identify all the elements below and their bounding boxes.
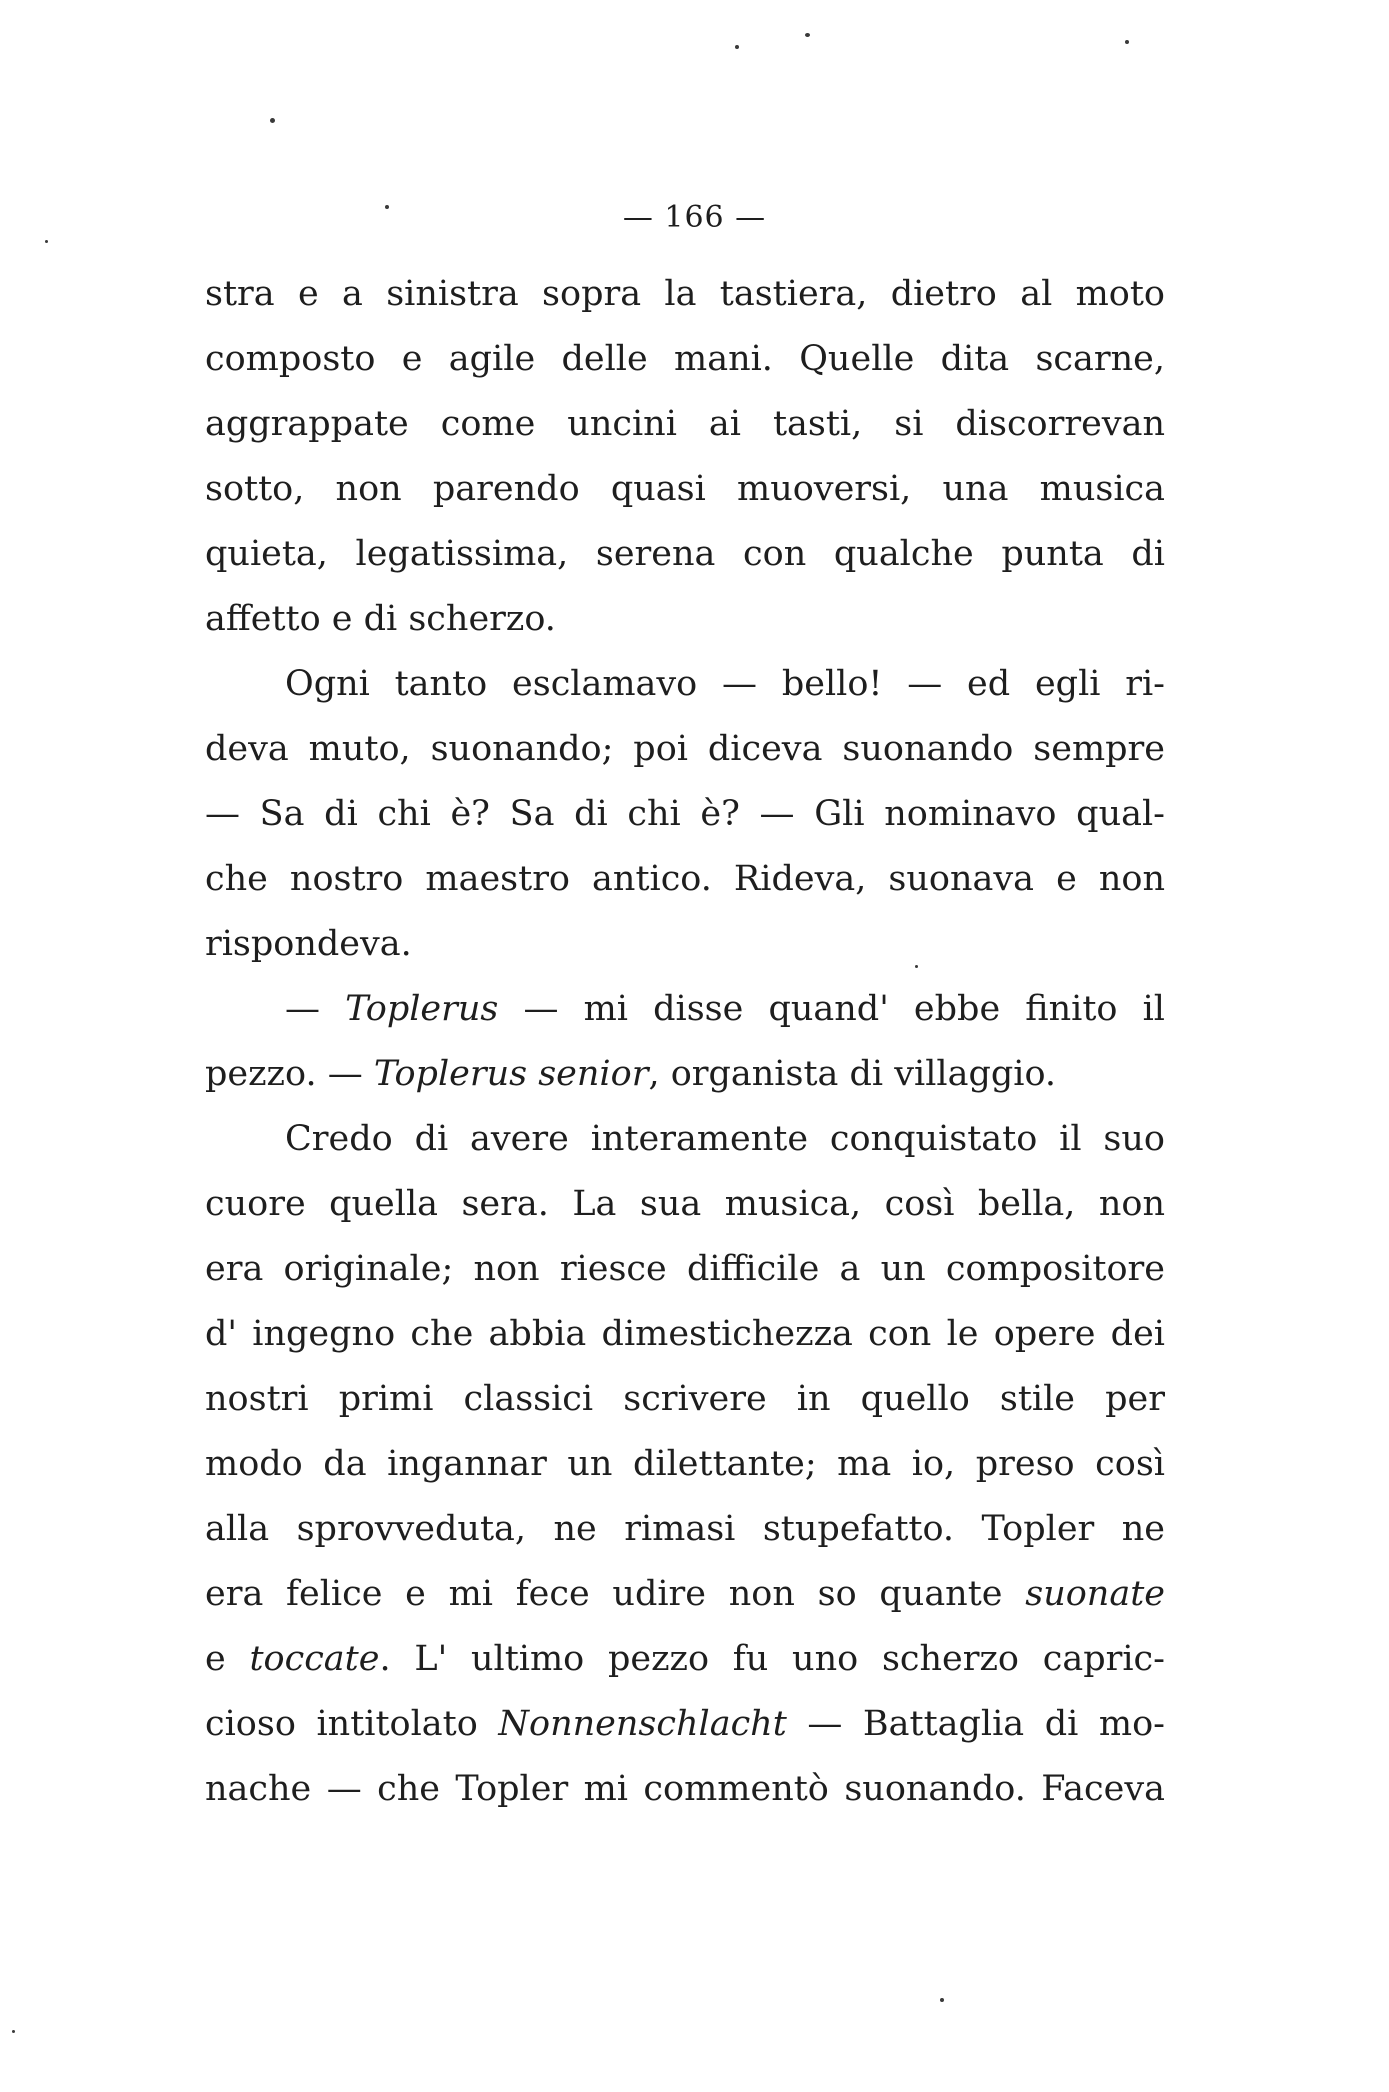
paragraph-4	[205, 1107, 1165, 1822]
scan-speck	[940, 1998, 944, 2002]
scan-speck	[915, 965, 918, 968]
text-line: composto e agile delle mani. Quelle dita scarne,	[205, 339, 1165, 379]
body-text	[205, 262, 1165, 1822]
text-line: cuore quella sera. La sua musica, così bella, non	[205, 1184, 1165, 1224]
scan-speck	[735, 45, 739, 49]
italic-phrase: toccate	[249, 1639, 380, 1679]
scan-speck	[12, 2030, 15, 2033]
text-line: sotto, non parendo quasi muoversi, una musica	[205, 469, 1165, 509]
text-line: pezzo. — Toplerus senior, organista di villaggio.	[205, 1054, 1057, 1094]
text-line: — Sa di chi è? Sa di chi è? — Gli nominavo qual-	[205, 794, 1165, 834]
scan-speck	[1125, 40, 1129, 44]
paragraph-2	[205, 652, 1165, 977]
text-line: d' ingegno che abbia dimestichezza con le opere dei	[205, 1314, 1165, 1354]
text-line: deva muto, suonando; poi diceva suonando sempre	[205, 729, 1165, 769]
paragraph-3	[205, 977, 1165, 1107]
text-line: e toccate. L' ultimo pezzo fu uno scherzo capric-	[205, 1639, 1165, 1679]
text-line: era felice e mi fece udire non so quante suonate	[205, 1574, 1165, 1614]
italic-phrase: suonate	[1025, 1574, 1165, 1614]
text-line: cioso intitolato Nonnenschlacht — Battaglia di mo-	[205, 1704, 1165, 1744]
text-line: nache — che Topler mi commentò suonando. Faceva	[205, 1769, 1165, 1809]
italic-phrase: Toplerus senior	[373, 1054, 649, 1094]
text-line: Ogni tanto esclamavo — bello! — ed egli ri-	[285, 664, 1165, 704]
scan-speck	[805, 33, 810, 37]
text-line: affetto e di scherzo.	[205, 599, 556, 639]
text-line: nostri primi classici scrivere in quello stile per	[205, 1379, 1165, 1419]
text-line: stra e a sinistra sopra la tastiera, dietro al moto	[205, 274, 1165, 314]
text-line: aggrappate come uncini ai tasti, si discorrevan	[205, 404, 1165, 444]
paragraph-1	[205, 262, 1165, 652]
text-line: rispondeva.	[205, 924, 412, 964]
italic-phrase: Toplerus	[345, 989, 499, 1029]
text-line: alla sprovveduta, ne rimasi stupefatto. Topler ne	[205, 1509, 1165, 1549]
text-line: che nostro maestro antico. Rideva, suonava e non	[205, 859, 1165, 899]
italic-phrase: Nonnenschlacht	[498, 1704, 787, 1744]
text-line: Credo di avere interamente conquistato il suo	[285, 1119, 1165, 1159]
page-number: — 166 —	[622, 200, 767, 235]
scan-speck	[270, 118, 275, 123]
text-line: era originale; non riesce difficile a un compositore	[205, 1249, 1165, 1289]
text-line: modo da ingannar un dilettante; ma io, preso così	[205, 1444, 1165, 1484]
scan-speck	[45, 240, 48, 243]
scan-speck	[385, 205, 389, 209]
text-line: quieta, legatissima, serena con qualche punta di	[205, 534, 1165, 574]
text-line: — Toplerus — mi disse quand' ebbe finito il	[285, 989, 1165, 1029]
